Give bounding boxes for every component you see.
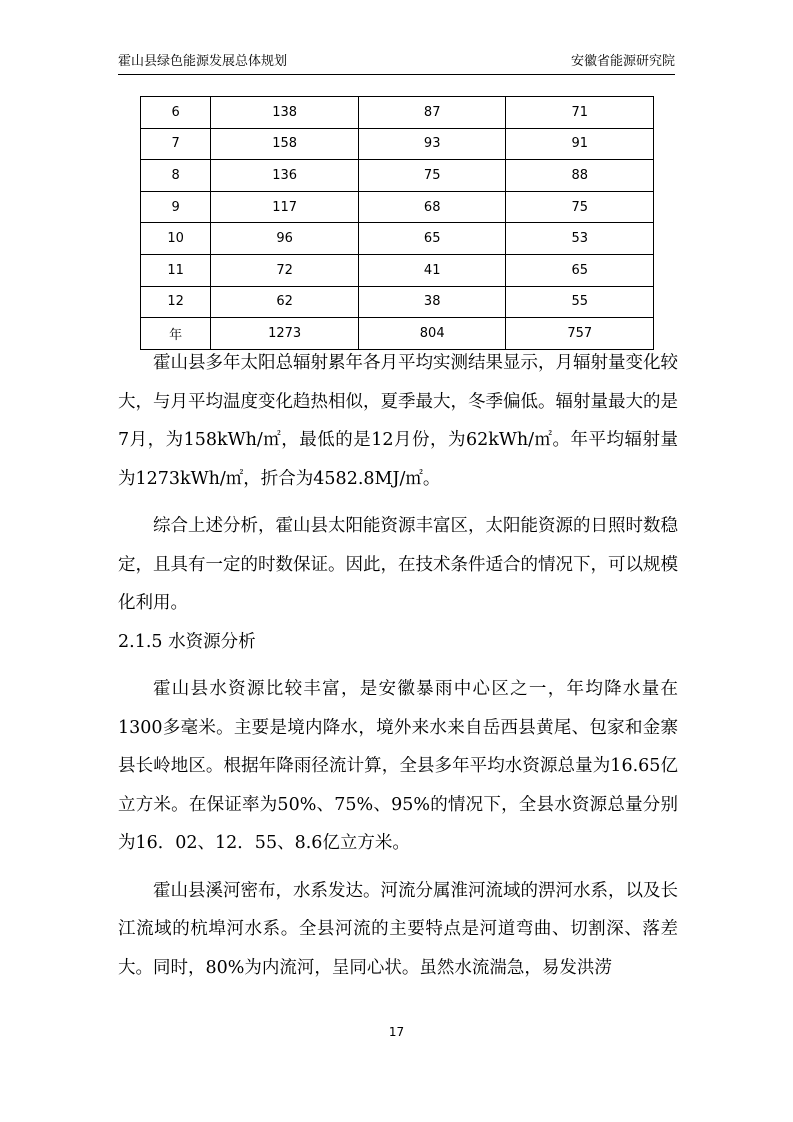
table-cell: 10 — [141, 223, 211, 255]
table-cell: 87 — [358, 97, 506, 129]
paragraph-water-resources: 霍山县水资源比较丰富，是安徽暴雨中心区之一，年均降水量在1300多毫米。主要是境内降水，境外来水来自岳西县黄尾、包家和金寨县长岭地区。根据年降雨径流计算，全县多年平均水资源总量为16.65亿立方米。在保证率为50%、75%、95%的情况下，全县水资源总量分别为16．02、12．55、8.6亿立方米。 — [118, 679, 678, 853]
table-cell: 55 — [506, 286, 654, 318]
table-cell: 8 — [141, 160, 211, 192]
table-cell: 6 — [141, 97, 211, 129]
table-cell: 71 — [506, 97, 654, 129]
radiation-table — [140, 96, 654, 350]
table-cell: 96 — [211, 223, 359, 255]
page-number: 17 — [388, 1025, 405, 1039]
table-cell: 136 — [211, 160, 359, 192]
table-cell: 75 — [506, 191, 654, 223]
header-document-title: 霍山县绿色能源发展总体规划 — [118, 54, 288, 69]
page-header — [118, 54, 675, 75]
section-heading-water-resources: 2.1.5 水资源分析 — [118, 631, 256, 652]
table-cell: 72 — [211, 254, 359, 286]
table-cell: 88 — [506, 160, 654, 192]
table-cell: 41 — [358, 254, 506, 286]
table-cell: 53 — [506, 223, 654, 255]
table-cell: 68 — [358, 191, 506, 223]
table-cell: 75 — [358, 160, 506, 192]
table-cell: 1273 — [211, 318, 359, 350]
table-row — [141, 223, 654, 255]
paragraph-river-system: 霍山县溪河密布，水系发达。河流分属淮河流域的淠河水系，以及长江流域的杭埠河水系。全县河流的主要特点是河道弯曲、切割深、落差大。同时，80%为内流河，呈同心状。虽然水流湍急，易发洪涝 — [118, 880, 678, 978]
table-cell: 7 — [141, 128, 211, 160]
table-cell: 158 — [211, 128, 359, 160]
table-cell: 年 — [141, 318, 211, 350]
table-cell: 65 — [506, 254, 654, 286]
table-cell: 804 — [358, 318, 506, 350]
table-cell: 117 — [211, 191, 359, 223]
table-row — [141, 128, 654, 160]
paragraph-solar-radiation: 霍山县多年太阳总辐射累年各月平均实测结果显示，月辐射量变化较大，与月平均温度变化趋热相似，夏季最大，冬季偏低。辐射量最大的是7月，为158kWh/㎡，最低的是12月份，为62kWh/㎡。年平均辐射量为1273kWh/㎡，折合为4582.8MJ/㎡。 — [118, 353, 678, 489]
table-cell: 12 — [141, 286, 211, 318]
table-cell: 65 — [358, 223, 506, 255]
table-row — [141, 160, 654, 192]
table-row — [141, 191, 654, 223]
table-cell: 138 — [211, 97, 359, 129]
table-cell: 757 — [506, 318, 654, 350]
table-cell: 62 — [211, 286, 359, 318]
table-cell: 38 — [358, 286, 506, 318]
table-row — [141, 254, 654, 286]
body-text — [118, 344, 678, 987]
header-institution: 安徽省能源研究院 — [570, 54, 675, 69]
table-cell: 91 — [506, 128, 654, 160]
table-cell: 93 — [358, 128, 506, 160]
table-cell: 11 — [141, 254, 211, 286]
table-row — [141, 97, 654, 129]
paragraph-solar-summary: 综合上述分析，霍山县太阳能资源丰富区，太阳能资源的日照时数稳定，且具有一定的时数保证。因此，在技术条件适合的情况下，可以规模化利用。 — [118, 516, 678, 613]
table-cell: 9 — [141, 191, 211, 223]
table-row — [141, 286, 654, 318]
